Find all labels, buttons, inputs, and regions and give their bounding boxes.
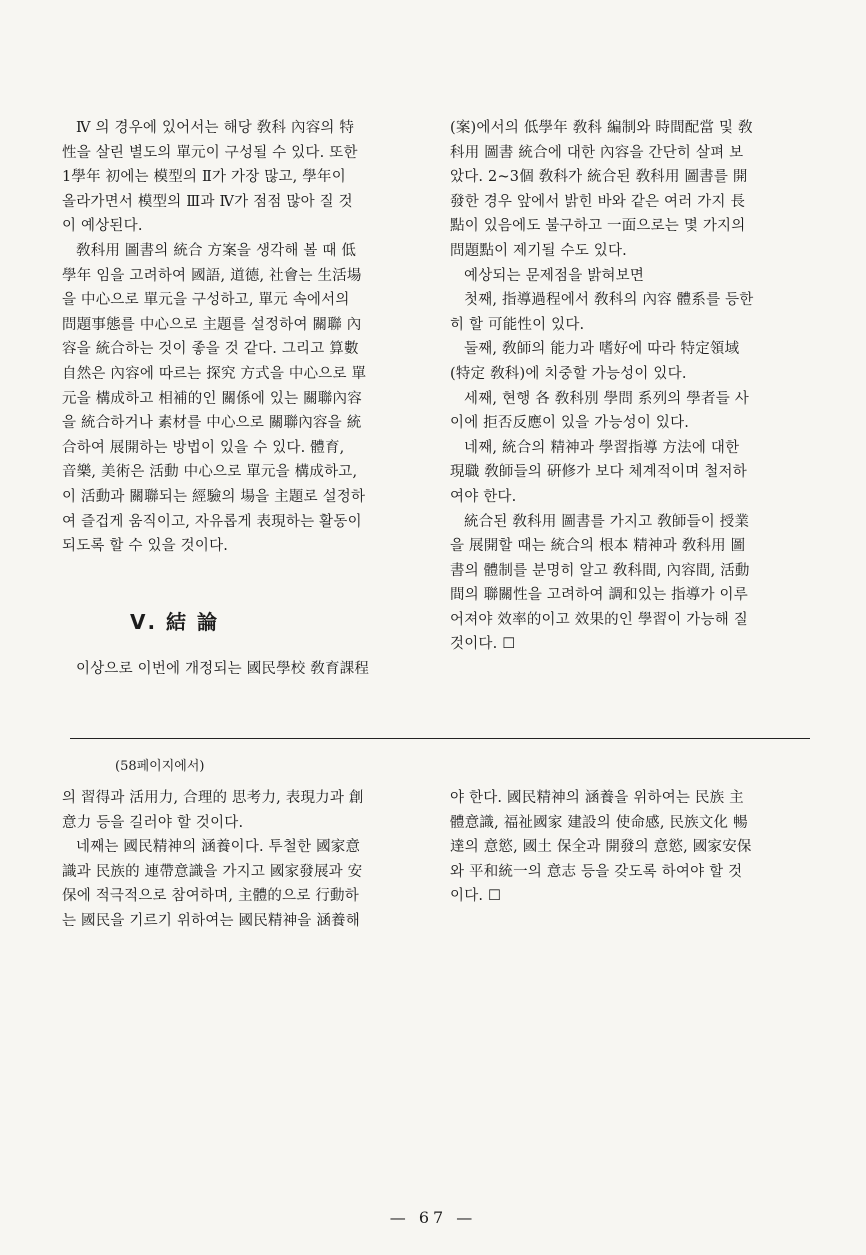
bottom-left-column	[62, 786, 424, 934]
text-line: 發한 경우 앞에서 밝힌 바와 같은 여러 가지 長	[450, 193, 746, 210]
text-line: 性을 살린 별도의 單元이 구성될 수 있다. 또한	[62, 144, 358, 161]
text-line: 이 예상된다.	[62, 218, 143, 235]
text-line: 1學年 初에는 模型의 Ⅱ가 가장 많고, 學年이	[62, 169, 346, 186]
text-line: 元을 構成하고 相補的인 關係에 있는 關聯內容	[62, 390, 362, 407]
text-line: 自然은 內容에 따르는 探究 方式을 中心으로 單	[62, 365, 367, 382]
text-line: 敎科用 圖書의 統合 方案을 생각해 볼 때 低	[76, 242, 357, 259]
text-line: 히 할 可能性이 있다.	[450, 316, 585, 333]
text-line: 올라가면서 模型의 Ⅲ과 Ⅳ가 점점 많아 질 것	[62, 193, 353, 210]
text-line: 와 平和統一의 意志 등을 갖도록 하여야 할 것	[450, 863, 743, 880]
top-right-column	[450, 116, 812, 657]
text-line: 어져야 效率的이고 效果的인 學習이 가능해 질	[450, 611, 748, 628]
text-line: 세째, 현행 各 敎科別 學問 系列의 學者들 사	[464, 390, 749, 407]
text-line: 科用 圖書 統合에 대한 內容을 간단히 살펴 보	[450, 144, 744, 161]
text-line: 둘째, 敎師의 能力과 嗜好에 따라 特定領域	[464, 341, 740, 358]
text-line: 意力 등을 길러야 할 것이다.	[62, 814, 244, 831]
section-heading: Ⅴ. 結 論	[130, 610, 220, 634]
text-line: 이 活動과 關聯되는 經驗의 場을 主題로 설정하	[62, 488, 366, 505]
text-line: 예상되는 문제점을 밝혀보면	[464, 267, 645, 284]
text-line: (特定 敎科)에 치중할 가능성이 있다.	[450, 365, 687, 382]
text-line: 識과 民族的 連帶意識을 가지고 國家發展과 安	[62, 863, 363, 880]
text-line: 點이 있음에도 불구하고 一面으로는 몇 가지의	[450, 218, 746, 235]
text-line: 이에 拒否反應이 있을 가능성이 있다.	[450, 415, 690, 432]
text-line: 書의 體制를 분명히 알고 敎科間, 內容間, 活動	[450, 562, 750, 579]
text-line: 音樂, 美術은 活動 中心으로 單元을 構成하고,	[62, 464, 358, 481]
text-line: 네째는 國民精神의 涵養이다. 투철한 國家意	[76, 839, 361, 856]
text-line: 의 習得과 活用力, 合理的 思考力, 表現力과 創	[62, 790, 364, 806]
text-line: 容을 統合하는 것이 좋을 것 같다. 그리고 算數	[62, 341, 359, 358]
text-line: 學年 임을 고려하여 國語, 道德, 社會는 生活場	[62, 267, 362, 284]
text-line: 合하여 展開하는 방법이 있을 수 있다. 體育,	[62, 439, 345, 456]
text-line: 達의 意慾, 國土 保全과 開發의 意慾, 國家安保	[450, 839, 752, 856]
text-line: Ⅳ 의 경우에 있어서는 해당 敎科 內容의 特	[76, 120, 355, 136]
text-line: 첫째, 指導過程에서 敎科의 內容 體系를 등한	[464, 292, 754, 309]
text-line: 것이다. ☐	[450, 636, 516, 653]
text-line: 여야 한다.	[450, 488, 517, 505]
text-line: 이다. ☐	[450, 888, 502, 905]
text-line: 을 中心으로 單元을 구성하고, 單元 속에서의	[62, 292, 350, 309]
text-line: 을 展開할 때는 統合의 根本 精神과 敎科用 圖	[450, 538, 746, 555]
text-line: 保에 적극적으로 참여하며, 主體的으로 行動하	[62, 888, 359, 905]
text-line: 네째, 統合의 精神과 學習指導 方法에 대한	[464, 439, 740, 456]
text-line: (案)에서의 低學年 敎科 編制와 時間配當 및 敎	[450, 120, 753, 136]
text-line: 되도록 할 수 있을 것이다.	[62, 538, 229, 555]
text-line: 여 즐겁게 움직이고, 자유롭게 表現하는 활동이	[62, 513, 362, 530]
text-line: 았다. 2~3個 敎科가 統合된 敎科用 圖書를 開	[450, 169, 748, 186]
text-line: 는 國民을 기르기 위하여는 國民精神을 涵養해	[62, 912, 360, 929]
after-heading-paragraph	[62, 657, 424, 682]
text-line: 問題點이 제기될 수도 있다.	[450, 242, 627, 259]
text-line: 을 統合하거나 素材를 中心으로 關聯內容을 統	[62, 415, 362, 432]
continuation-note: (58페이지에서)	[115, 759, 205, 774]
text-line: 이상으로 이번에 개정되는 國民學校 敎育課程	[76, 661, 370, 677]
top-left-column	[62, 116, 424, 559]
text-line: 體意識, 福祉國家 建設의 使命感, 民族文化 暢	[450, 814, 748, 831]
text-line: 야 한다. 國民精神의 涵養을 위하여는 民族 主	[450, 790, 744, 806]
page-number: — 67 —	[389, 1208, 477, 1227]
text-line: 間의 聯關性을 고려하여 調和있는 指導가 이루	[450, 587, 748, 604]
bottom-right-column	[450, 786, 812, 909]
section-divider	[70, 738, 810, 739]
text-line: 問題事態를 中心으로 主題를 설정하여 關聯 內	[62, 316, 362, 333]
text-line: 現職 敎師들의 硏修가 보다 체계적이며 철저하	[450, 464, 747, 481]
text-line: 統合된 敎科用 圖書를 가지고 敎師들이 授業	[464, 513, 750, 530]
